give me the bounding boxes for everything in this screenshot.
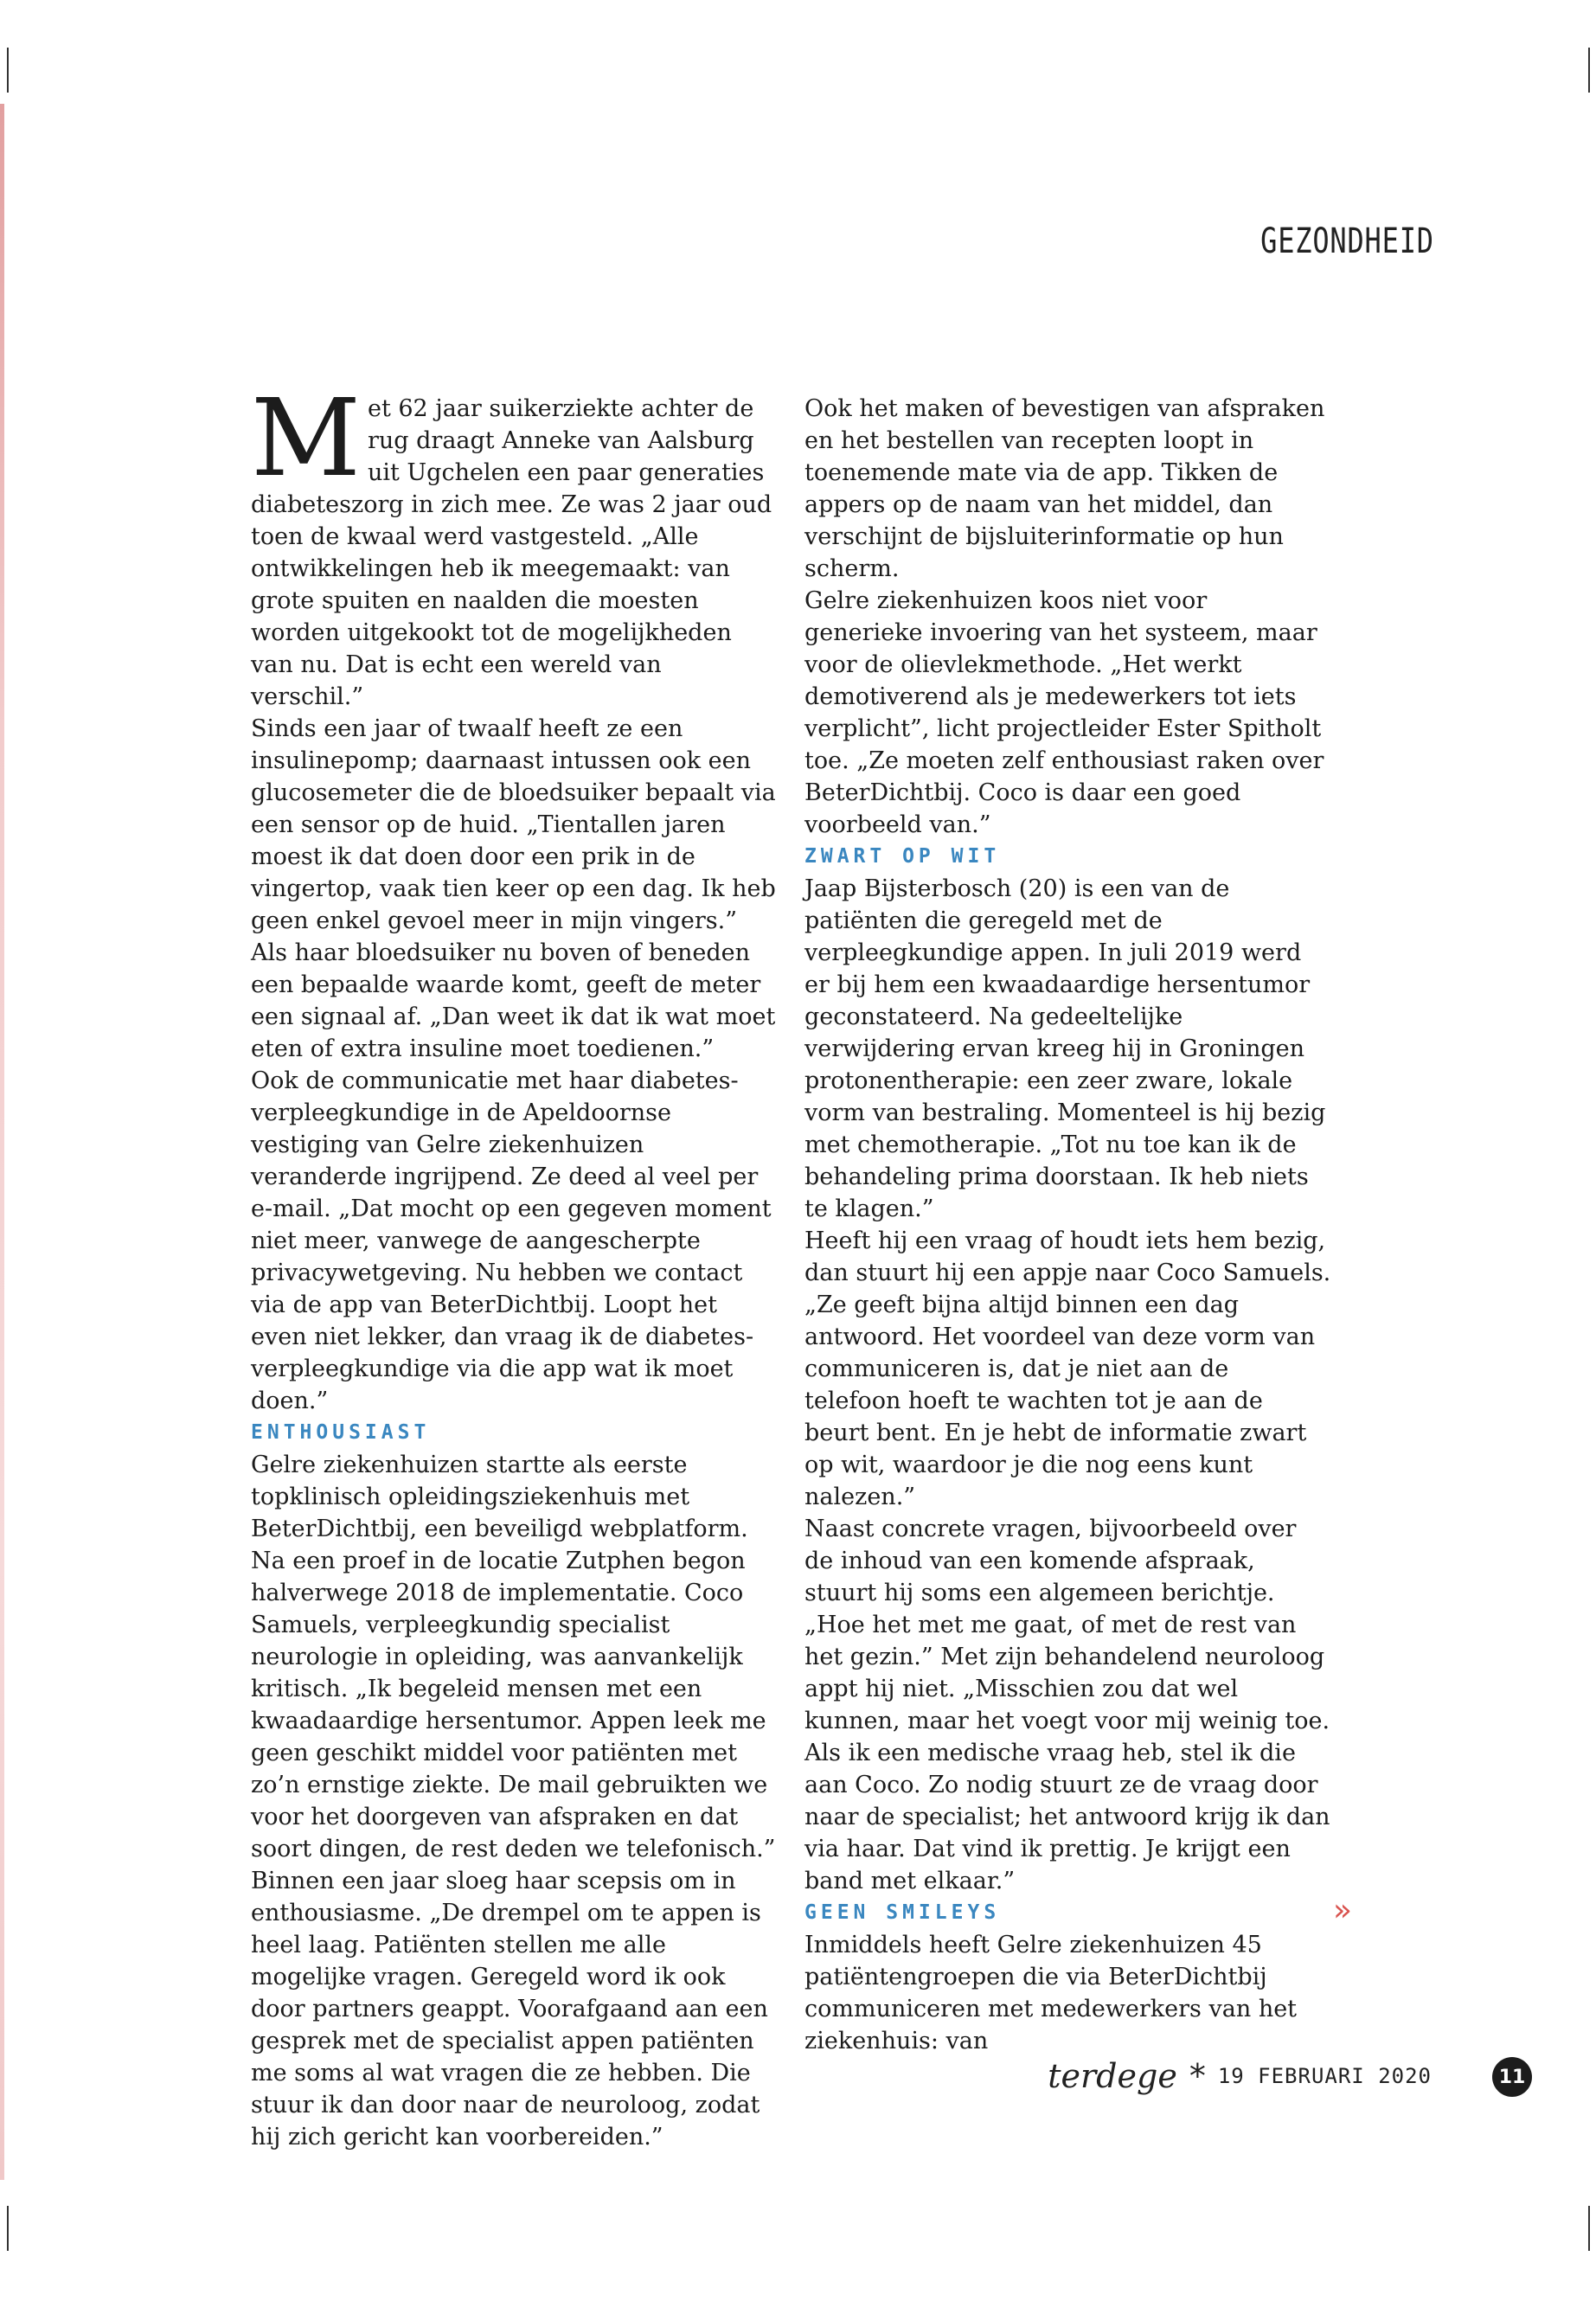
subheading-zwart-op-wit: ZWART OP WIT [804, 845, 1001, 868]
body-paragraph: Binnen een jaar sloeg haar scepsis om in enthousiasme. „De drempel om te appen is heel laag. Patiënten stellen me alle mogelijke vragen. Geregeld word ik ook door partners geappt. Voorafgaand aan een gesprek met de specialist appen patiënten me soms al wat vragen die ze hebben. Die stuur ik dan door naar de neuroloog, zodat hij zich gericht kan voorbereiden.” [251, 1868, 768, 2150]
magazine-brand: terdege [1048, 2057, 1177, 2095]
body-paragraph: Jaap Bijsterbosch (20) is een van de patiënten die geregeld met de verpleegkundige appen. In juli 2019 werd er bij hem een kwaadaardige hersentumor geconstateerd. Na gedeeltelijke verwijdering ervan kreeg hij in Groningen protonentherapie: een zeer zware, lokale vorm van bestraling. Momenteel is hij bezig met chemotherapie. „Tot nu toe kan ik de behandeling prima doorstaan. Ik heb niets te klagen.” [804, 875, 1326, 1222]
issue-date: 19 FEBRUARI 2020 [1217, 2064, 1432, 2088]
body-paragraph: Ook de communicatie met haar diabetesverpleegkundige in de Apeldoornse vestiging van Gelre ziekenhuizen veranderde ingrijpend. Ze deed al veel per e-mail. „Dat mocht op een gegeven moment niet meer, vanwege de aangescherpte privacywetgeving. Nu hebben we contact via de app van BeterDichtbij. Loopt het even niet lekker, dan vraag ik de diabetesverpleegkundige via die app wat ik moet doen.” [251, 1067, 772, 1414]
body-paragraph: Naast concrete vragen, bijvoorbeeld over de inhoud van een komende afspraak, stuurt hij soms een algemeen berichtje. „Hoe het met me gaat, of met de rest van het gezin.” Met zijn behandelend neuroloog appt hij niet. „Misschien zou dat wel kunnen, maar het voegt voor mij weinig toe. Als ik een medische vraag heb, stel ik die aan Coco. Zo nodig stuurt ze de vraag door naar de specialist; het antwoord krijg ik dan via haar. Dat vind ik prettig. Je krijgt een band met elkaar.” [804, 1516, 1330, 1894]
subheading-enthousiast: ENTHOUSIAST [251, 1421, 431, 1444]
continue-arrow-icon: » [1333, 1893, 1353, 1928]
article-column-1 [251, 376, 779, 2153]
body-paragraph: Heeft hij een vraag of houdt iets hem bezig, dan stuurt hij een appje naar Coco Samuels. „Ze geeft bijna altijd binnen een dag antwoord. Het voordeel van deze vorm van communiceren is, dat je niet aan de telefoon hoeft te wachten tot je aan de beurt bent. En je hebt de informatie zwart op wit, waardoor je die nog eens kunt nalezen.” [804, 1227, 1331, 1510]
crop-mark-bottom-right [1588, 2206, 1590, 2251]
body-paragraph: Sinds een jaar of twaalf heeft ze een insulinepomp; daarnaast intussen ook een glucosemeter die de bloedsuiker bepaalt via een sensor op de huid. „Tientallen jaren moest ik dat doen door een prik in de vingertop, vaak tien keer op een dag. Ik heb geen enkel gevoel meer in mijn vingers.” Als haar bloedsuiker nu boven of beneden een bepaalde waarde komt, geeft de meter een signaal af. „Dan weet ik dat ik wat moet eten of extra insuline moet toedienen.” [251, 715, 776, 1062]
crop-mark-bottom-left [7, 2206, 9, 2251]
body-paragraph: Inmiddels heeft Gelre ziekenhuizen 45 patiëntengroepen die via BeterDichtbij communiceren met medewerkers van het ziekenhuis: van [804, 1932, 1298, 2054]
body-paragraph: Ook het maken of bevestigen van afspraken en het bestellen van recepten loopt in toenemende mate via de app. Tikken de appers op de naam van het middel, dan verschijnt de bijsluiterinformatie op hun scherm. [804, 395, 1325, 582]
crop-mark-top-right [1588, 48, 1590, 93]
body-paragraph: Gelre ziekenhuizen koos niet voor generieke invoering van het systeem, maar voor de olievlekmethode. „Het werkt demotiverend als je medewerkers tot iets verplicht”, licht projectleider Ester Spitholt toe. „Ze moeten zelf enthousiast raken over BeterDichtbij. Coco is daar een goed voorbeeld van.” [804, 587, 1324, 838]
article-column-2 [804, 393, 1332, 2057]
subheading-geen-smileys: GEEN SMILEYS [804, 1901, 1001, 1924]
star-separator-icon: * [1189, 2057, 1206, 2095]
intro-paragraph [251, 376, 779, 713]
page-footer [1048, 2057, 1432, 2095]
page-edge-bleed [0, 104, 4, 2180]
section-label: GEZONDHEID [1260, 221, 1434, 261]
body-paragraph: Gelre ziekenhuizen startte als eerste topklinisch opleidingsziekenhuis met BeterDichtbij, een beveiligd webplatform. Na een proef in de locatie Zutphen begon halverwege 2018 de implementatie. Coco Samuels, verpleegkundig specialist neurologie in opleiding, was aanvankelijk kritisch. „Ik begeleid mensen met een kwaadaardige hersentumor. Appen leek me geen geschikt middel voor patiënten met zo’n ernstige ziekte. De mail gebruikten we voor het doorgeven van afspraken en dat soort dingen, de rest deden we telefonisch.” [251, 1452, 776, 1862]
page-number-badge: 11 [1492, 2057, 1532, 2097]
crop-mark-top-left [7, 48, 9, 93]
intro-text: et 62 jaar suikerziekte achter de rug draagt Anneke van Aalsburg uit Ugchelen een paar generaties diabeteszorg in zich mee. Ze was 2 jaar oud toen de kwaal werd vastgesteld. „Alle ontwikkelingen heb ik meegemaakt: van grote spuiten en naalden die moesten worden uitgekookt tot de mogelijkheden van nu. Dat is echt een wereld van verschil.” [251, 395, 772, 710]
drop-cap: M [251, 376, 361, 501]
